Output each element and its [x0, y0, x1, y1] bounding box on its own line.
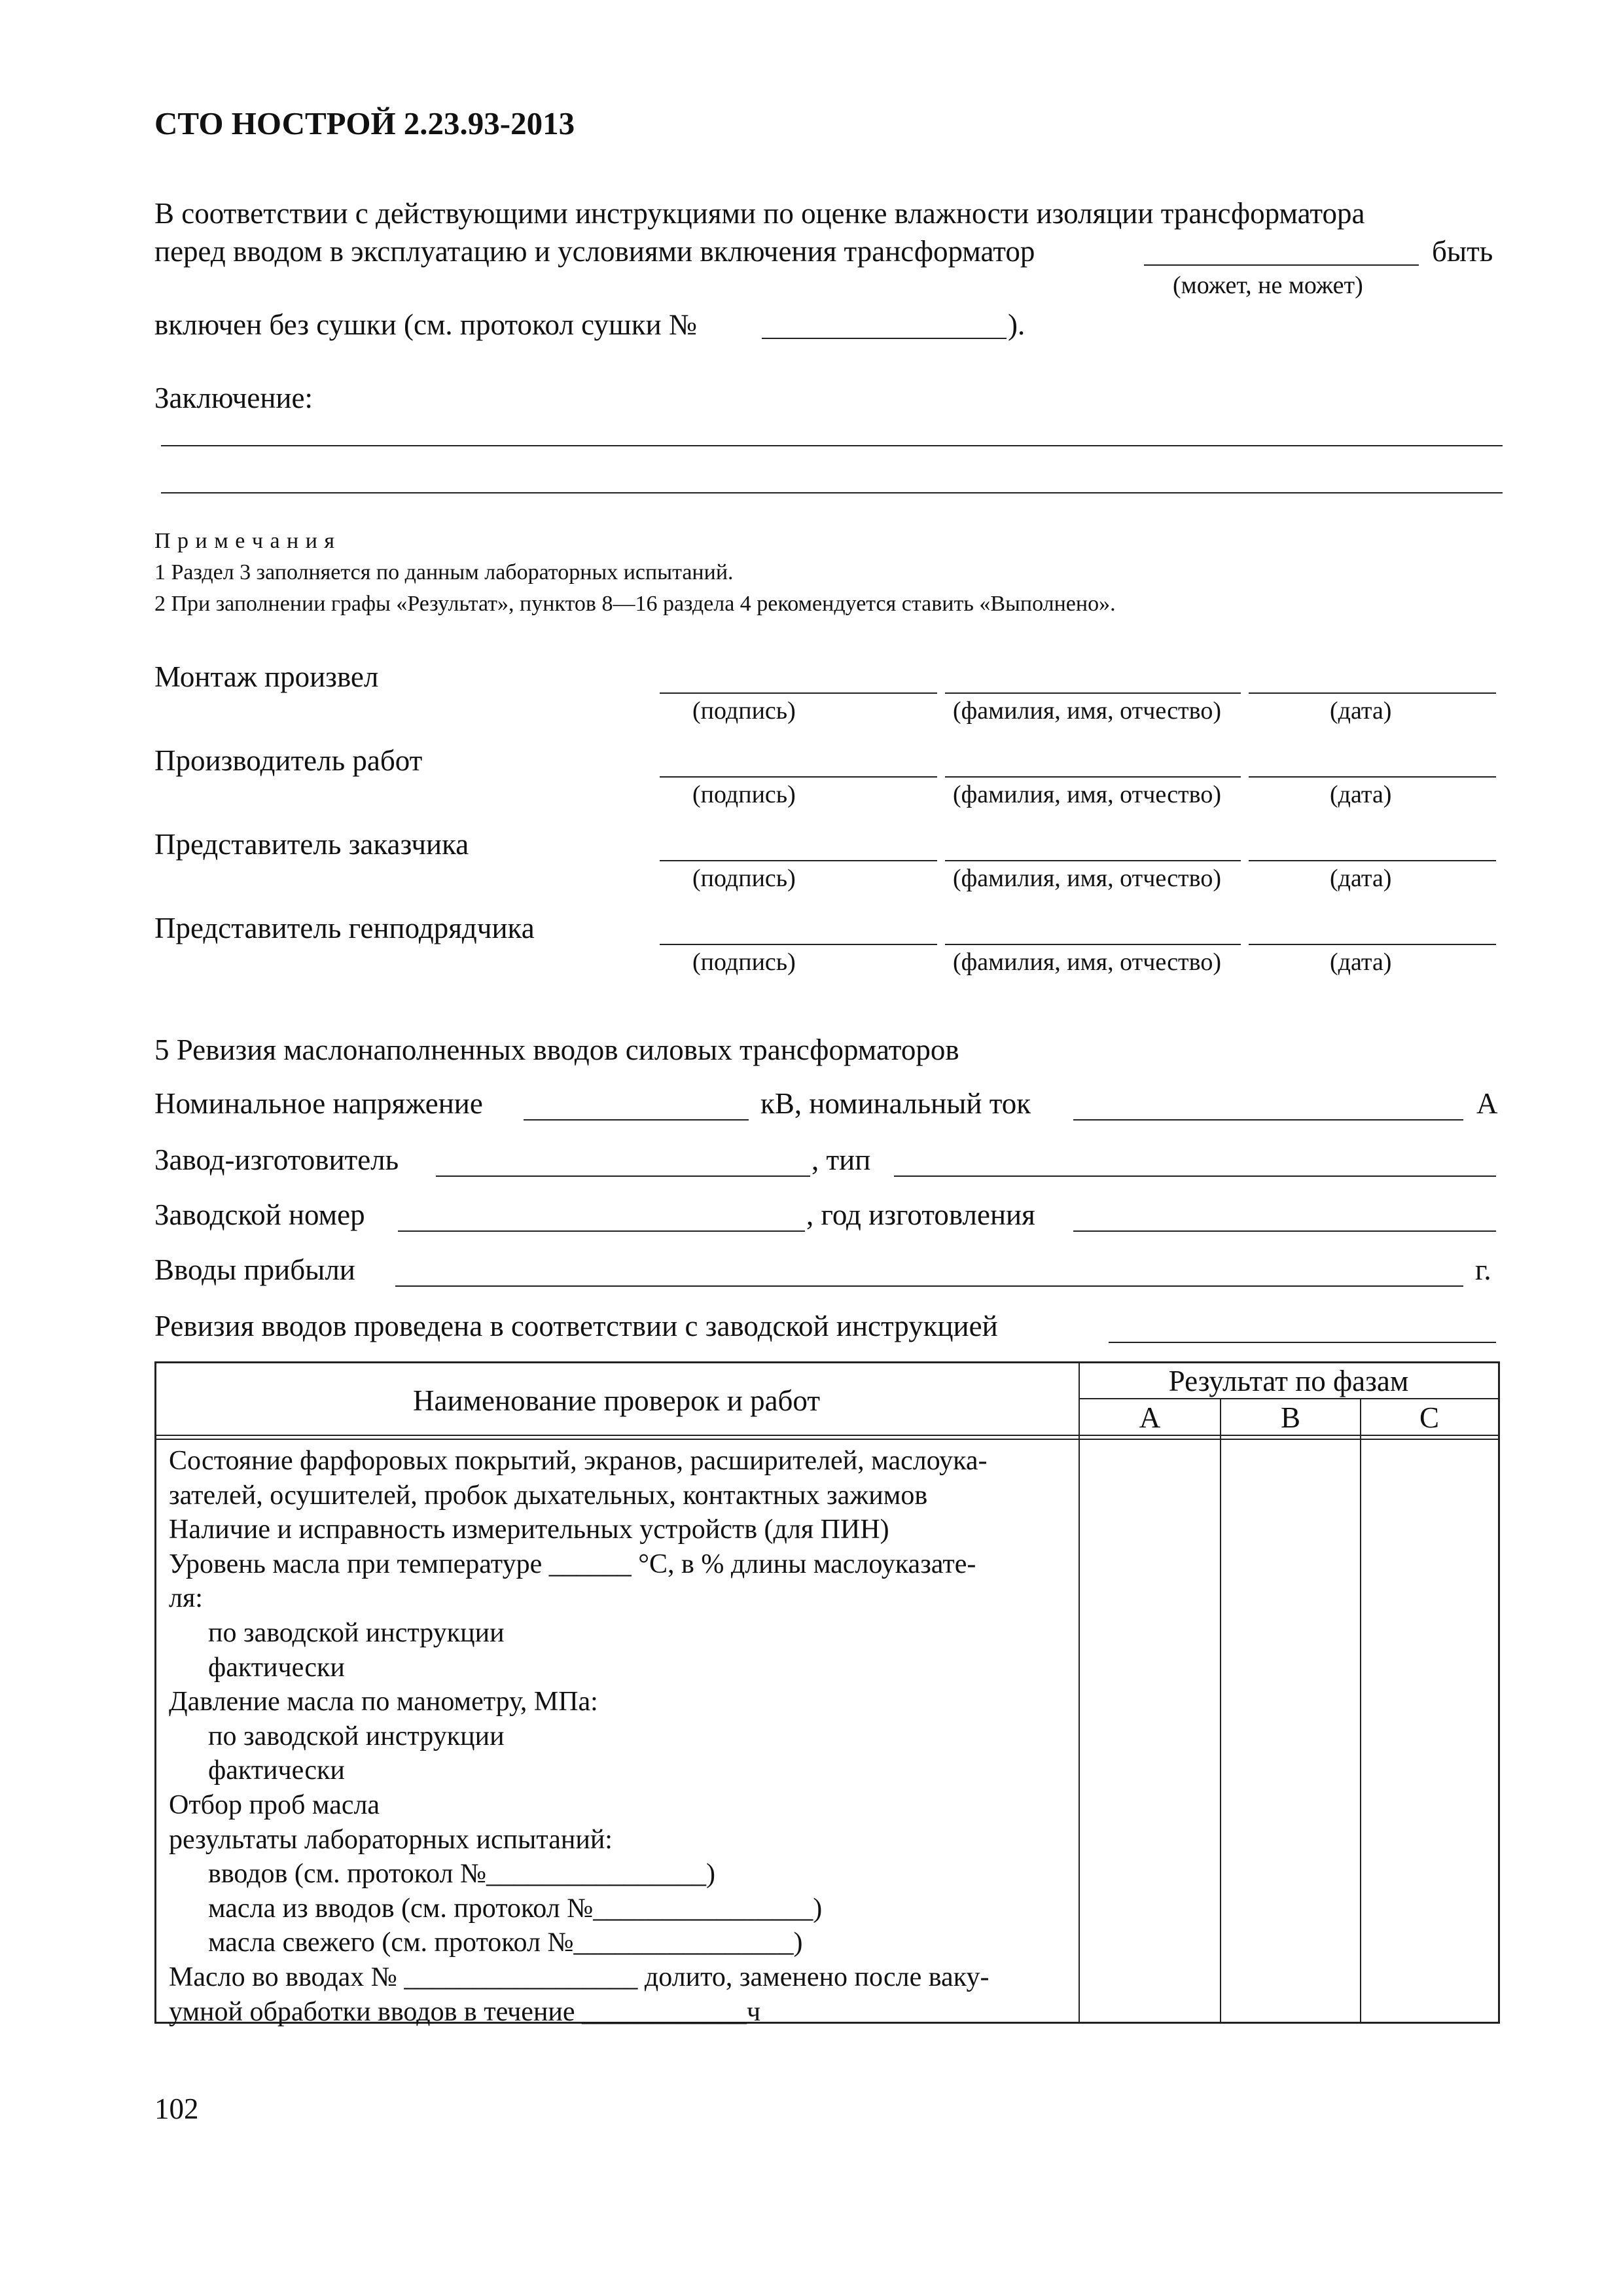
- page-number: 102: [154, 2092, 199, 2125]
- table-col-divider: [1220, 1398, 1221, 2022]
- nominal-voltage-label: Номинальное напряжение: [154, 1087, 483, 1120]
- can-cannot-field[interactable]: [1144, 264, 1419, 266]
- signature-hint: (подпись): [692, 781, 796, 808]
- manufacturer-label: Завод-изготовитель: [154, 1143, 399, 1176]
- table-line: зателей, осушителей, пробок дыхательных, контактных зажимов: [169, 1480, 928, 1511]
- intro-line-3-end: ).: [1008, 308, 1026, 341]
- role-works-manager: Производитель работ: [154, 744, 423, 777]
- name-hint: (фамилия, имя, отчество): [953, 697, 1222, 725]
- table-header-phase-c: С: [1419, 1401, 1439, 1434]
- date-hint: (дата): [1330, 865, 1392, 892]
- document-title: СТО НОСТРОЙ 2.23.93-2013: [154, 105, 575, 141]
- revision-instruction-field[interactable]: [1109, 1342, 1496, 1343]
- name-field[interactable]: [945, 776, 1241, 778]
- date-hint: (дата): [1330, 781, 1392, 808]
- table-col-divider: [1079, 1361, 1080, 2022]
- revision-label: Ревизия вводов проведена в соответствии с заводской инструкцией: [154, 1310, 998, 1342]
- table-subheader-rule: [1079, 1398, 1498, 1399]
- table-line: Давление масла по манометру, МПа:: [169, 1687, 598, 1717]
- ampere-unit: А: [1476, 1087, 1498, 1120]
- conclusion-label: Заключение:: [154, 382, 313, 414]
- intro-line-3-start: включен без сушки (см. протокол сушки №: [154, 308, 697, 341]
- manufacturer-field[interactable]: [436, 1175, 810, 1177]
- date-hint: (дата): [1330, 697, 1392, 725]
- table-line: вводов (см. протокол №________________): [208, 1859, 716, 1890]
- arrival-date-field[interactable]: [395, 1285, 1463, 1287]
- role-general-contractor-rep: Представитель генподрядчика: [154, 912, 535, 944]
- intro-line-2-start: перед вводом в эксплуатацию и условиями включения трансформатор: [154, 235, 1035, 268]
- manufacture-year-field[interactable]: [1073, 1230, 1496, 1232]
- table-line: ля:: [169, 1583, 203, 1614]
- signature-field[interactable]: [660, 944, 937, 945]
- date-field[interactable]: [1249, 860, 1496, 861]
- serial-number-field[interactable]: [398, 1230, 805, 1232]
- table-line: по заводской инструкции: [208, 1617, 505, 1648]
- date-field[interactable]: [1249, 776, 1496, 778]
- notes-title: П р и м е ч а н и я: [154, 529, 336, 553]
- table-line: фактически: [208, 1755, 345, 1786]
- table-line: результаты лабораторных испытаний:: [169, 1824, 613, 1855]
- date-hint: (дата): [1330, 948, 1392, 976]
- table-line: умной обработки вводов в течение ____________ч: [169, 1996, 761, 2027]
- table-line: фактически: [208, 1652, 345, 1683]
- date-field[interactable]: [1249, 692, 1496, 694]
- intro-line-1: В соответствии с действующими инструкциями по оценке влажности изоляции трансформатора: [154, 197, 1365, 230]
- name-field[interactable]: [945, 692, 1241, 694]
- can-cannot-hint: (может, не может): [1173, 272, 1363, 299]
- signature-field[interactable]: [660, 692, 937, 694]
- table-line: по заводской инструкции: [208, 1721, 505, 1751]
- type-label: , тип: [812, 1143, 871, 1176]
- intro-line-2-end: быть: [1432, 235, 1493, 268]
- signature-field[interactable]: [660, 776, 937, 778]
- table-header-phase-b: В: [1280, 1401, 1300, 1434]
- signature-field[interactable]: [660, 860, 937, 861]
- manufacture-year-label: , год изготовления: [806, 1198, 1035, 1231]
- type-field[interactable]: [894, 1175, 1496, 1177]
- nominal-current-label: кВ, номинальный ток: [760, 1087, 1031, 1120]
- name-field[interactable]: [945, 860, 1241, 861]
- table-header-result: Результат по фазам: [1168, 1365, 1409, 1397]
- arrived-label: Вводы прибыли: [154, 1253, 355, 1286]
- name-field[interactable]: [945, 944, 1241, 945]
- year-suffix: г.: [1475, 1253, 1491, 1286]
- table-line: Состояние фарфоровых покрытий, экранов, расширителей, маслоука-: [169, 1446, 988, 1476]
- table-line: Масло во вводах № _________________ долито, заменено после ваку-: [169, 1962, 990, 1992]
- table-col-divider: [1360, 1398, 1361, 2022]
- signature-hint: (подпись): [692, 697, 796, 725]
- role-montage: Монтаж произвел: [154, 660, 379, 693]
- table-line: масла свежего (см. протокол №________________): [208, 1928, 803, 1958]
- role-customer-rep: Представитель заказчика: [154, 828, 469, 861]
- name-hint: (фамилия, имя, отчество): [953, 865, 1222, 892]
- name-hint: (фамилия, имя, отчество): [953, 948, 1222, 976]
- table-header-rule: [154, 1439, 1498, 1440]
- conclusion-line-1[interactable]: [161, 445, 1503, 446]
- serial-number-label: Заводской номер: [154, 1198, 365, 1231]
- table-header-phase-a: А: [1139, 1401, 1161, 1434]
- nominal-voltage-field[interactable]: [524, 1119, 749, 1121]
- note-2: 2 При заполнении графы «Результат», пунктов 8—16 раздела 4 рекомендуется ставить «Выполнено».: [154, 592, 1116, 616]
- signature-hint: (подпись): [692, 865, 796, 892]
- drying-protocol-field[interactable]: [762, 338, 1007, 339]
- table-line: Отбор проб масла: [169, 1789, 380, 1820]
- name-hint: (фамилия, имя, отчество): [953, 781, 1222, 808]
- table-line: масла из вводов (см. протокол №________________): [208, 1893, 823, 1924]
- signature-hint: (подпись): [692, 948, 796, 976]
- table-header-name: Наименование проверок и работ: [412, 1384, 821, 1417]
- table-line: Уровень масла при температуре ______ °С, в % длины маслоуказате-: [169, 1549, 976, 1579]
- nominal-current-field[interactable]: [1073, 1119, 1463, 1121]
- table-line: Наличие и исправность измерительных устройств (для ПИН): [169, 1515, 889, 1545]
- table-body-text: [169, 1444, 1072, 2029]
- conclusion-line-2[interactable]: [161, 492, 1503, 493]
- date-field[interactable]: [1249, 944, 1496, 945]
- table-header-rule: [154, 1435, 1498, 1436]
- note-1: 1 Раздел 3 заполняется по данным лабораторных испытаний.: [154, 560, 734, 584]
- section-5-title: 5 Ревизия маслонаполненных вводов силовых трансформаторов: [154, 1033, 959, 1066]
